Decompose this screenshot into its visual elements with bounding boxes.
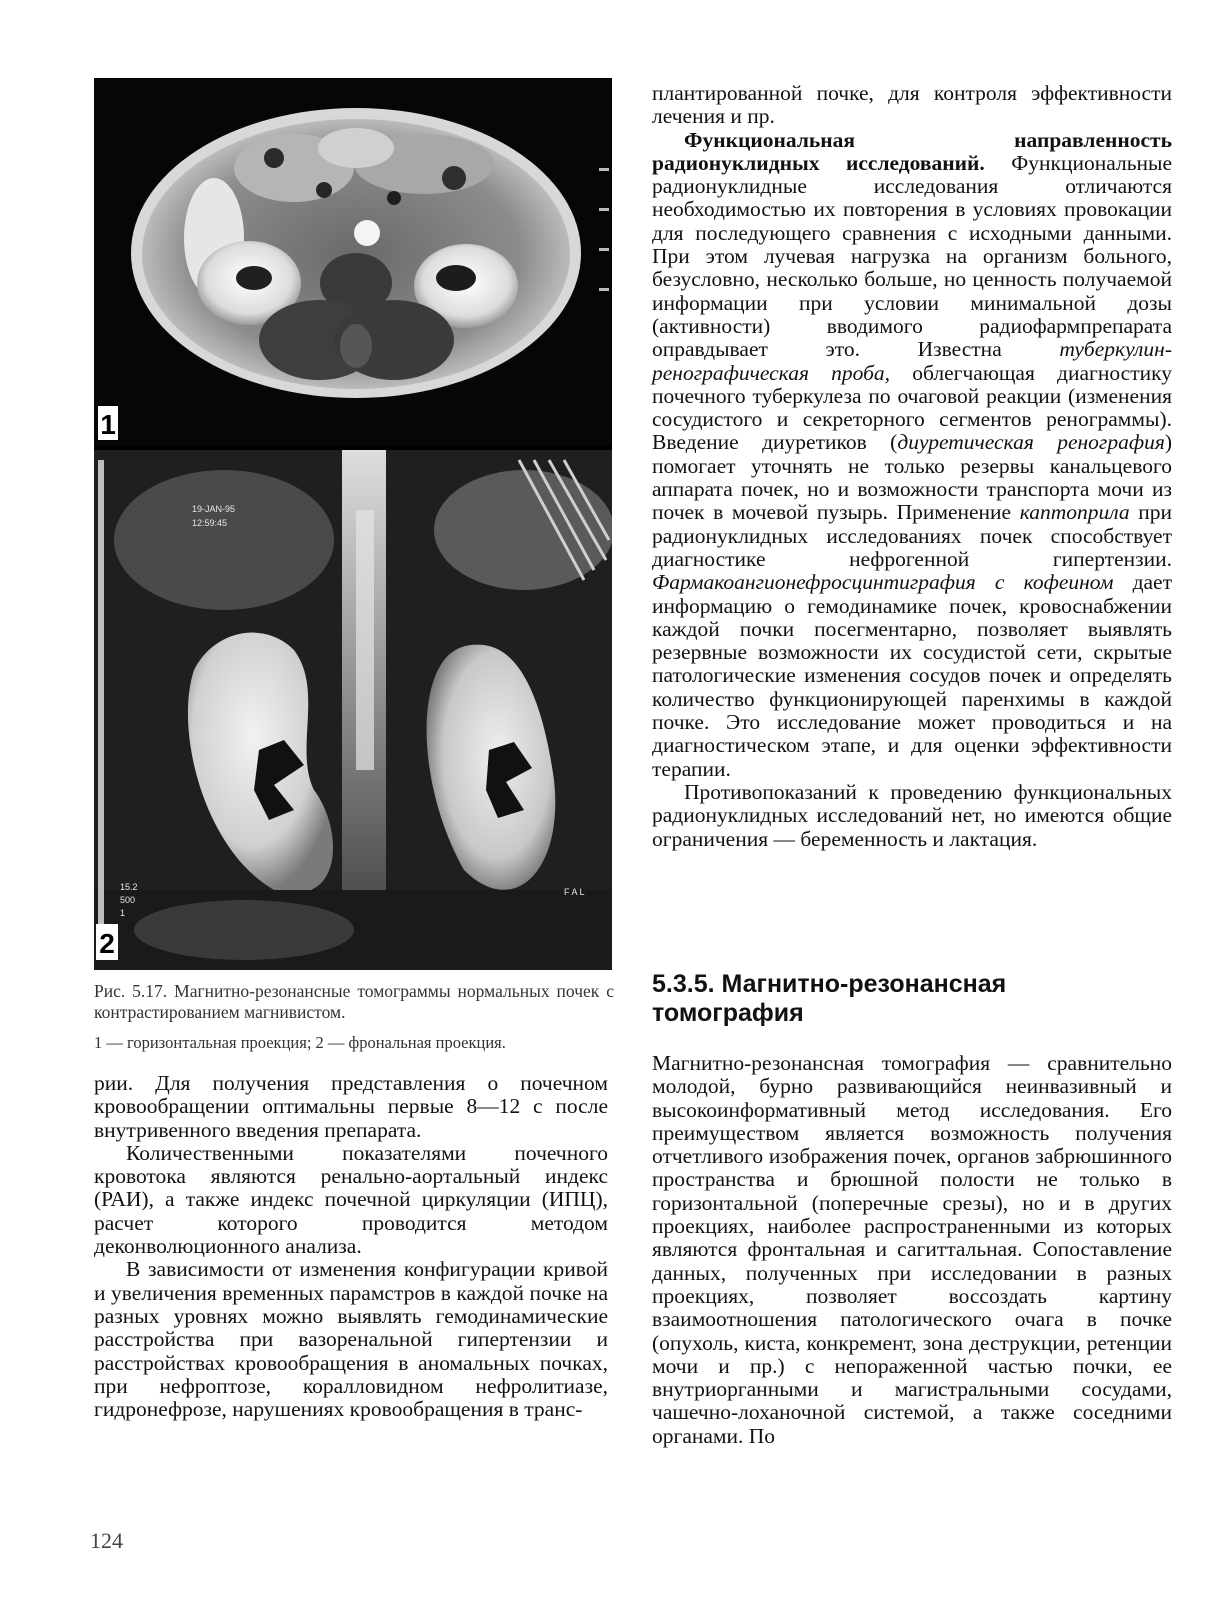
caption-legend: 1 — горизонтальная проекция; 2 — фрональная проекция. (94, 1033, 506, 1052)
caption-text: Магнитно-резонансные томограммы нормальных почек с контрастированием магнивистом. (94, 981, 614, 1022)
caption-title: Рис. 5.17. (94, 981, 168, 1001)
p2-part-d: при радионуклидных исследованиях почек способствует диагностике нефрогенной гипертензии. (652, 500, 1172, 571)
overlay-time: 12:59:45 (192, 518, 228, 528)
overlay-value-3: 1 (120, 908, 126, 918)
p2-italic-1: туберкулин-ренографическая проба, (652, 337, 1172, 385)
left-paragraph-2: Количественными показателями почечного кровотока являются ренально-аортальный индекс (РАИ), а также индекс почечной циркуляции (ИПЦ), расчет которого проводится методом деконволюционного анализа. (94, 1140, 608, 1259)
page-number: 124 (90, 1528, 123, 1553)
left-column (94, 1072, 608, 1421)
overlay-value-2: 500 (120, 895, 136, 905)
heading-line-1: 5.3.5. Магнитно-резонансная (652, 970, 1007, 998)
left-paragraph-3: В зависимости от изменения конфигурации кривой и увеличения временных парамстров в каждой почке на разных уровнях можно выявлять гемодинамические расстройства при вазоренальной гипертензии и расстройствах кровообращения в аномальных почках, при нефроптозе, коралловидном нефролитиазе, гидронефрозе, нарушениях кровообращения в транс- (94, 1257, 608, 1422)
panel2-label: 2 (99, 928, 115, 959)
figure-caption (94, 981, 614, 1053)
right-column (652, 82, 1172, 851)
p2-part-a: Функциональные радионуклидные исследования отличаются необходимостью их повторения в условиях провокации для последующего сравнения с исходными данными. При этом лучевая нагрузка на организм больного, безусловно, несколько больше, но ценность получаемой информации при условии минимальной дозы (активности) вводимого радиофармпрепарата оправдывает это. Известна (652, 150, 1172, 362)
p2-italic-2: диуретическая ренография (897, 430, 1165, 455)
mri-axial-image (94, 78, 612, 446)
p2-part-b: облегчающая диагностику почечного туберкулеза по очаговой реакции (изменения сосудистого и секреторного сегментов ренограммы). Введение диуретиков ( (652, 360, 1172, 455)
left-paragraph-1: рии. Для получения представления о почечном кровообращении оптимальны первые 8—12 с после внутривенного введения препарата. (94, 1071, 608, 1142)
section-heading (652, 970, 1172, 1028)
mri-coronal-image (94, 450, 612, 970)
mri-coronal-panel (94, 450, 612, 970)
panel1-label: 1 (100, 409, 116, 440)
right-paragraph-2 (652, 129, 1172, 781)
right-column-lower (652, 1052, 1172, 1448)
mri-figure (94, 78, 612, 970)
right-paragraph-3: Противопоказаний к проведению функциональных радионуклидных исследований нет, но имеются общие ограничения — беременность и лактация. (652, 779, 1172, 851)
mri-axial-panel (94, 78, 612, 446)
p2-part-c: ) помогает уточнять не только резервы канальцевого аппарата почек, но и возможности транспорта мочи из почек в мочевой пузырь. Применение (652, 430, 1173, 525)
overlay-date: 19-JAN-95 (192, 504, 236, 514)
p2-italic-3: каптоприла (1019, 500, 1130, 525)
section-lead: Функциональная направленность радионуклидных исследований. (652, 127, 1172, 175)
p2-part-e: дает информацию о гемодинамике почек, кровоснабжении каждой почки посегментарно, позволяет выявлять резервные возможности их сосудистой сети, скрытые патологические изменения сосудов почек и определять количество функционирующей паренхимы в каждой почке. Это исследование может проводиться и на диагностическом этапе, и для оценки эффективности терапии. (652, 570, 1172, 781)
p2-italic-4: Фармакоангионефросцинтиграфия с кофеином (652, 570, 1114, 595)
right-paragraph-4: Магнитно-резонансная томография — сравнительно молодой, бурно развивающийся неинвазивный и высокоинформативный метод исследования. Его преимуществом является возможность получения отчетливого изображения почек, органов забрюшинного пространства и брюшной полости не только в горизонтальной (поперечные срезы), но и в других проекциях, наиболее распространенными из которых являются фронтальная и сагиттальная. Сопоставление данных, полученных при исследовании в разных проекциях, позволяет воссоздать картину взаимоотношения патологического очага в почке (опухоль, киста, конкремент, зона деструкции, ретенции мочи и пр.) с непораженной частью почки, ее внутриорганными и магистральными сосудами, чашечно-лоханочной системой, а также соседними органами. По (652, 1051, 1172, 1448)
right-paragraph-1: плантированной почке, для контроля эффективности лечения и пр. (652, 81, 1172, 129)
overlay-value-1: 15.2 (120, 882, 138, 892)
heading-line-2: томография (652, 999, 804, 1027)
overlay-orientation: F A L (564, 887, 585, 897)
